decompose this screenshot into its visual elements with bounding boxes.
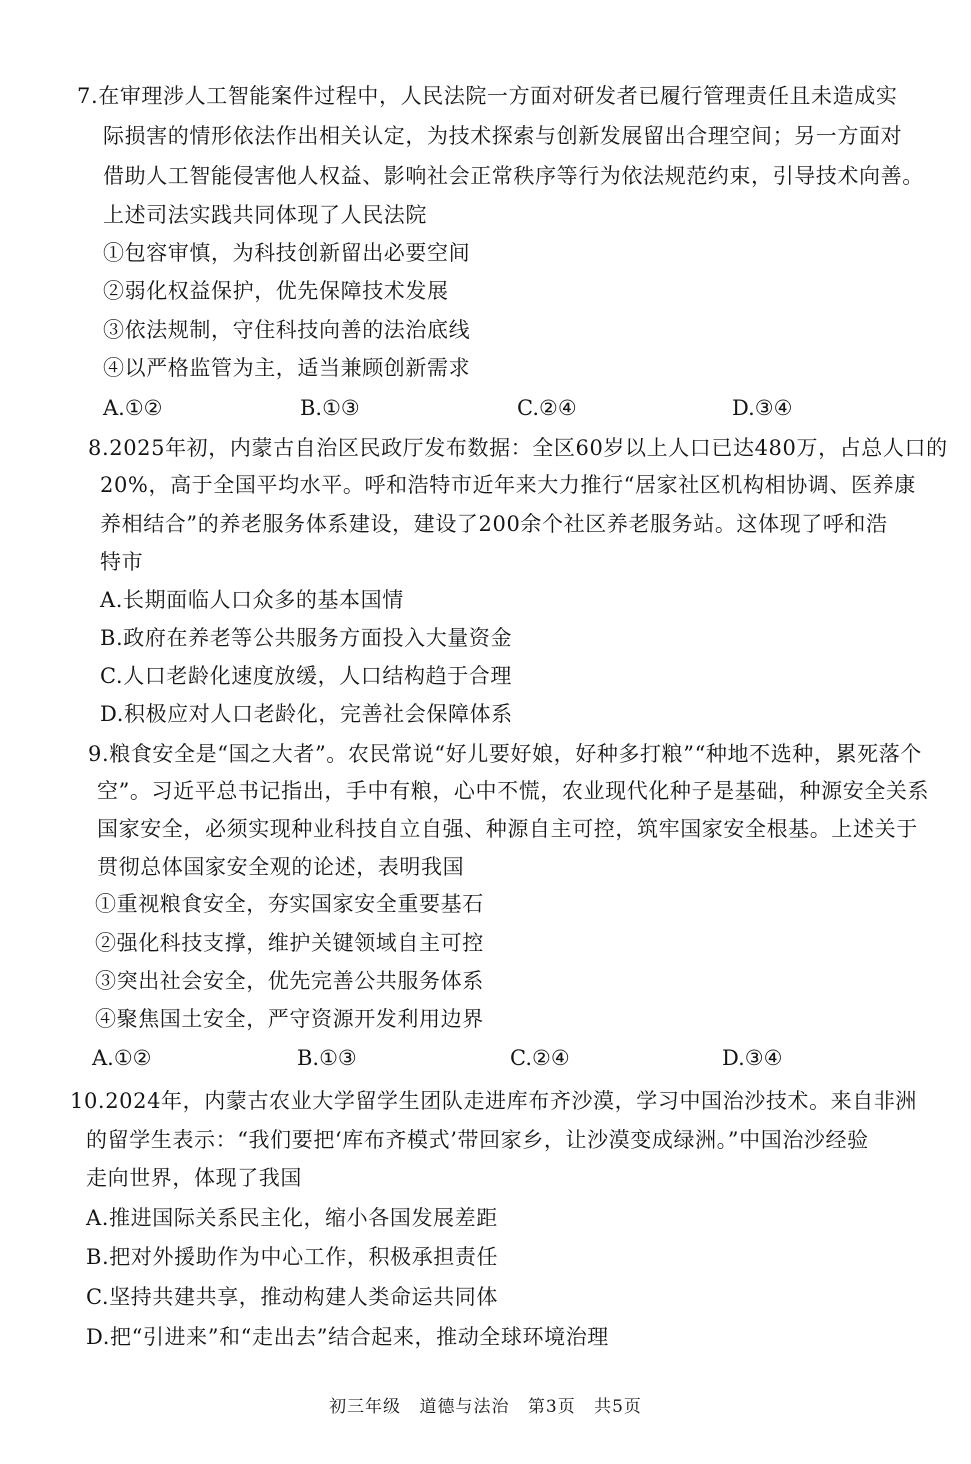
question-8-stem-line: 8.2025年初，内蒙古自治区民政厅发布数据：全区60岁以上人口已达480万，占总人口的 [88,436,948,460]
question-7-statement: ④以严格监管为主，适当兼顾创新需求 [103,356,471,380]
footer-total-pages: 共5页 [594,1397,642,1417]
question-8-option-b: B.政府在养老等公共服务方面投入大量资金 [100,626,513,650]
question-10-stem-line: 走向世界，体现了我国 [86,1166,302,1190]
question-8-stem-line: 养相结合”的养老服务体系建设，建设了200余个社区养老服务站。这体现了呼和浩 [100,512,888,536]
page-footer [0,1392,971,1417]
question-7-option-d: D.③④ [732,396,793,420]
question-7-stem-line: 借助人工智能侵害他人权益、影响社会正常秩序等行为依法规范约束，引导技术向善。 [103,164,924,188]
question-7-stem-line: 上述司法实践共同体现了人民法院 [103,203,427,227]
question-8-option-d: D.积极应对人口老龄化，完善社会保障体系 [100,702,513,726]
footer-subject: 道德与法治 [419,1397,510,1417]
question-10-stem-line: 的留学生表示：“我们要把‘库布齐模式’带回家乡，让沙漠变成绿洲。”中国治沙经验 [86,1128,869,1152]
question-7-option-a: A.①② [103,396,163,420]
question-8-stem-line: 特市 [100,550,144,574]
question-10-option-d: D.把“引进来”和“走出去”结合起来，推动全球环境治理 [86,1325,609,1349]
question-7-statement: ②弱化权益保护，优先保障技术发展 [103,279,449,303]
question-7-stem-line: 际损害的情形依法作出相关认定，为技术探索与创新发展留出合理空间；另一方面对 [103,124,903,148]
question-7-option-b: B.①③ [300,396,360,420]
footer-grade: 初三年级 [329,1397,402,1417]
question-10-option-a: A.推进国际关系民主化，缩小各国发展差距 [86,1206,498,1230]
question-10-option-b: B.把对外援助作为中心工作，积极承担责任 [86,1245,499,1269]
question-9-stem-line: 9.粮食安全是“国之大者”。农民常说“好儿要好娘，好种多打粮”“种地不选种，累死落个 [88,742,922,766]
question-8-option-c: C.人口老龄化速度放缓，人口结构趋于合理 [100,664,512,688]
question-9-option-d: D.③④ [722,1046,783,1070]
question-9-option-b: B.①③ [297,1046,357,1070]
question-9-option-a: A.①② [92,1046,152,1070]
question-9-statement: ③突出社会安全，优先完善公共服务体系 [95,969,484,993]
question-7-statement: ③依法规制，守住科技向善的法治底线 [103,318,471,342]
question-9-statement: ②强化科技支撑，维护关键领域自主可控 [95,931,484,955]
question-9-stem-line: 国家安全，必须实现种业科技自立自强、种源自主可控，筑牢国家安全根基。上述关于 [97,817,918,841]
question-7-statement: ①包容审慎，为科技创新留出必要空间 [103,241,471,265]
question-9-stem-line: 空”。习近平总书记指出，手中有粮，心中不慌，农业现代化种子是基础，种源安全关系 [97,779,930,803]
question-9-statement: ④聚焦国土安全，严守资源开发利用边界 [95,1007,484,1031]
question-10-stem-line: 10.2024年，内蒙古农业大学留学生团队走进库布齐沙漠，学习中国治沙技术。来自非洲 [70,1089,918,1113]
question-9-stem-line: 贯彻总体国家安全观的论述，表明我国 [97,855,465,879]
question-10-option-c: C.坚持共建共享，推动构建人类命运共同体 [86,1285,498,1309]
question-8-option-a: A.长期面临人口众多的基本国情 [100,588,404,612]
question-8-stem-line: 20%，高于全国平均水平。呼和浩特市近年来大力推行“居家社区机构相协调、医养康 [100,473,916,497]
question-7-stem-line: 7.在审理涉人工智能案件过程中，人民法院一方面对研发者已履行管理责任且未造成实 [77,84,898,108]
footer-page-number: 第3页 [527,1397,576,1417]
question-7-option-c: C.②④ [517,396,577,420]
question-9-statement: ①重视粮食安全，夯实国家安全重要基石 [95,892,484,916]
question-9-option-c: C.②④ [510,1046,570,1070]
